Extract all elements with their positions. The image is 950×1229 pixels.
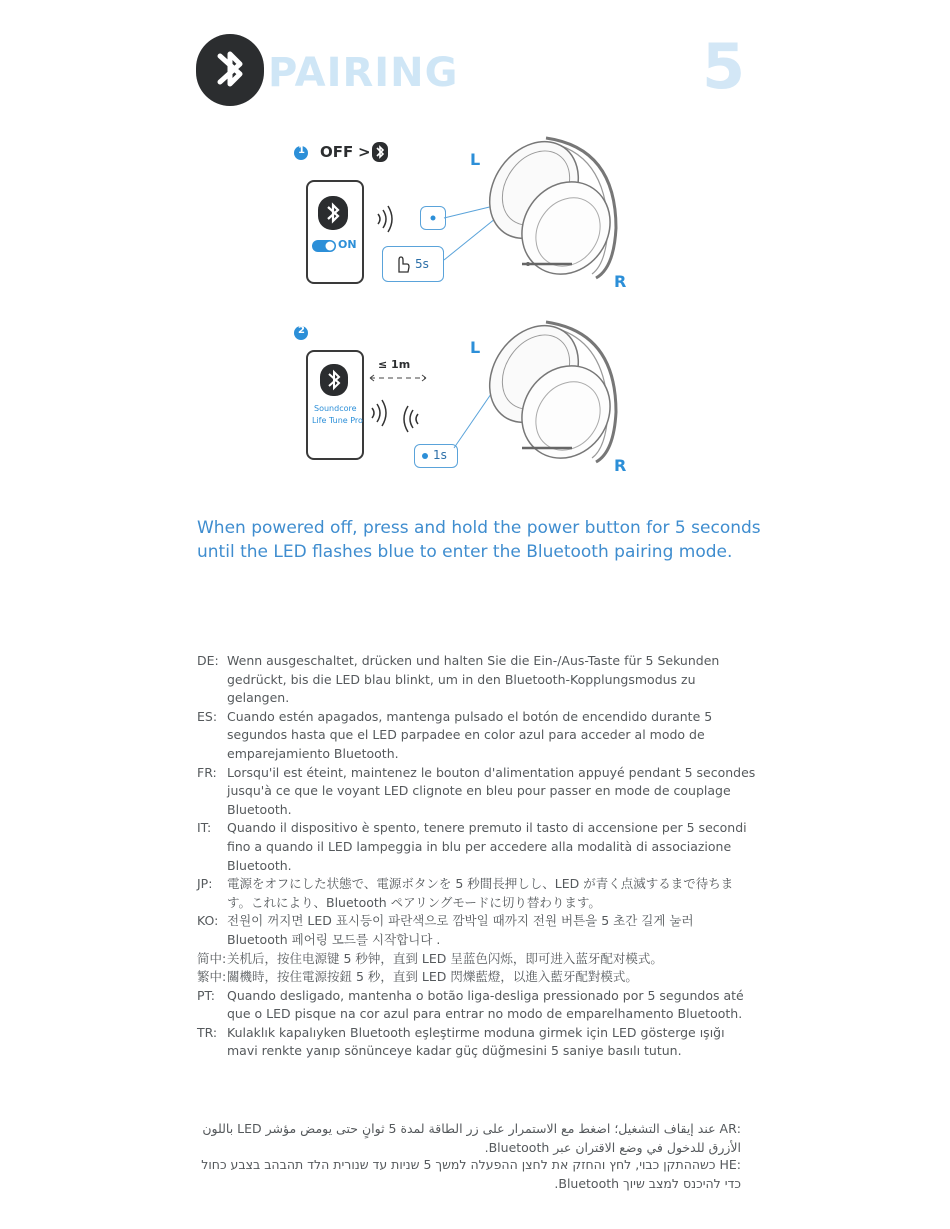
step-2 <box>290 322 650 482</box>
main-description: When powered off, press and hold the power button for 5 seconds until the LED flashes blue to enter the Bluetooth pairing mode. <box>197 518 761 562</box>
right-side-label: R <box>614 272 627 291</box>
lang-text: Quando il dispositivo è spento, tenere premuto il tasto di accensione per 5 secondi fino a quando il LED lampeggia in blu per accedere alla modalità di associazione Bluetooth. <box>227 820 747 873</box>
lang-code: KO: <box>197 913 219 929</box>
distance-label: ≤ 1m <box>378 358 411 371</box>
lang-text: 关机后，按住电源键 5 秒钟，直到 LED 呈蓝色闪烁，即可进入蓝牙配对模式。 <box>227 950 663 966</box>
bluetooth-icon <box>372 142 388 162</box>
lang-item-zh-hans <box>197 950 757 969</box>
lang-code: FR: <box>197 764 217 780</box>
lang-code: IT: <box>197 820 212 836</box>
lang-code: PT: <box>197 987 216 1003</box>
lang-item-ar: :AR عند إيقاف التشغيل؛ اضغط مع الاستمرار على زر الطاقة لمدة 5 ثوانٍ حتى يومض مؤشر LED باللون الأزرق للدخول في وضع الاقتران عبر Bluetooth. <box>202 1121 741 1155</box>
bluetooth-logo-badge <box>196 34 264 106</box>
signal-waves-icon <box>398 402 422 436</box>
lang-item-fr <box>197 764 757 820</box>
finger-press-icon <box>393 254 411 274</box>
bluetooth-icon <box>196 34 264 106</box>
lang-item-jp <box>197 875 757 912</box>
hold-duration: 5s <box>415 257 429 271</box>
lang-text: Kulaklık kapalıyken Bluetooth eşleştirme moduna girmek için LED gösterge ışığı mavi renkte yanıp sönünceye kadar güç düğmesini 5 saniye basılı tutun. <box>227 1024 725 1059</box>
app-name-line1: Soundcore <box>314 404 357 413</box>
lang-item-tr <box>197 1024 757 1061</box>
lang-code: ES: <box>197 708 218 724</box>
bluetooth-icon <box>320 364 348 396</box>
lang-item-pt <box>197 987 757 1024</box>
arrow-label: > <box>358 143 371 161</box>
left-side-label: L <box>470 338 481 357</box>
lang-text: Lorsqu'il est éteint, maintenez le bouton d'alimentation appuyé pendant 5 secondes jusqu'à ce que le voyant LED clignote en bleu pour passer en mode de couplage Bluetooth. <box>227 764 756 817</box>
step-number: 2 <box>298 325 305 336</box>
lang-item-de <box>197 652 757 708</box>
lang-item-es <box>197 708 757 764</box>
lang-item-he: :HE כשההתקן כבוי, לחץ והחזק את לחצן ההפעלה למשך 5 שניות עד שנורית הלד תהבהב בצבע כחול כדי להיכנס למצב שיוך Bluetooth. <box>201 1157 741 1191</box>
lang-code: JP: <box>197 876 213 892</box>
right-side-label: R <box>614 456 627 475</box>
lang-text: 電源をオフにした状態で、電源ボタンを 5 秒間長押しし、LED が青く点滅するまで待ちます。これにより、Bluetooth ペアリングモードに切り替わります。 <box>227 876 734 910</box>
step-1 <box>290 140 650 300</box>
lang-text: Wenn ausgeschaltet, drücken und halten Sie die Ein-/Aus-Taste für 5 Sekunden gedrückt, bis die LED blau blinkt, um in den Bluetooth-Kopplungsmodus zu gelangen. <box>227 653 720 706</box>
bluetooth-icon <box>318 196 348 230</box>
lang-code: 简中: <box>197 950 227 966</box>
language-list <box>197 652 757 1061</box>
lang-item-ko <box>197 912 757 949</box>
hold-callout <box>382 246 444 282</box>
signal-waves-icon <box>374 202 398 236</box>
headphones-illustration <box>476 128 626 288</box>
app-name-line2: Life Tune Pro <box>312 416 363 425</box>
lang-text: 關機時，按住電源按鈕 5 秒，直到 LED 閃爍藍燈，以進入藍牙配對模式。 <box>227 969 638 985</box>
lang-code: DE: <box>197 653 219 668</box>
lang-text: 전원이 꺼지면 LED 표시등이 파란색으로 깜박일 때까지 전원 버튼을 5 초간 길게 눌러 Bluetooth 페어링 모드를 시작합니다 . <box>227 913 694 947</box>
hold-duration: 1s <box>433 448 447 462</box>
off-label: OFF <box>320 143 354 161</box>
page-number: 5 <box>702 30 746 103</box>
toggle-on-label: ON <box>338 238 357 251</box>
toggle-switch-icon <box>312 240 336 252</box>
signal-waves-icon <box>368 396 392 430</box>
lang-code: 繁中: <box>197 969 227 985</box>
lang-code: TR: <box>197 1024 218 1040</box>
left-side-label: L <box>470 150 481 169</box>
lang-text: Cuando estén apagados, mantenga pulsado el botón de encendido durante 5 segundos hasta que el LED parpadee en color azul para acceder al modo de emparejamiento Bluetooth. <box>227 708 713 761</box>
led-indicator-icon <box>421 452 429 460</box>
page-title: PAIRING <box>268 50 459 96</box>
step-number: 1 <box>298 145 305 156</box>
headphones-illustration <box>476 312 626 472</box>
lang-item-zh-hant <box>197 968 757 987</box>
lang-text: Quando desligado, mantenha o botão liga-desliga pressionado por 5 segundos até que o LED pisque na cor azul para entrar no modo de emparelhamento Bluetooth. <box>227 987 744 1022</box>
lang-item-it <box>197 819 757 875</box>
distance-arrow <box>368 374 428 382</box>
